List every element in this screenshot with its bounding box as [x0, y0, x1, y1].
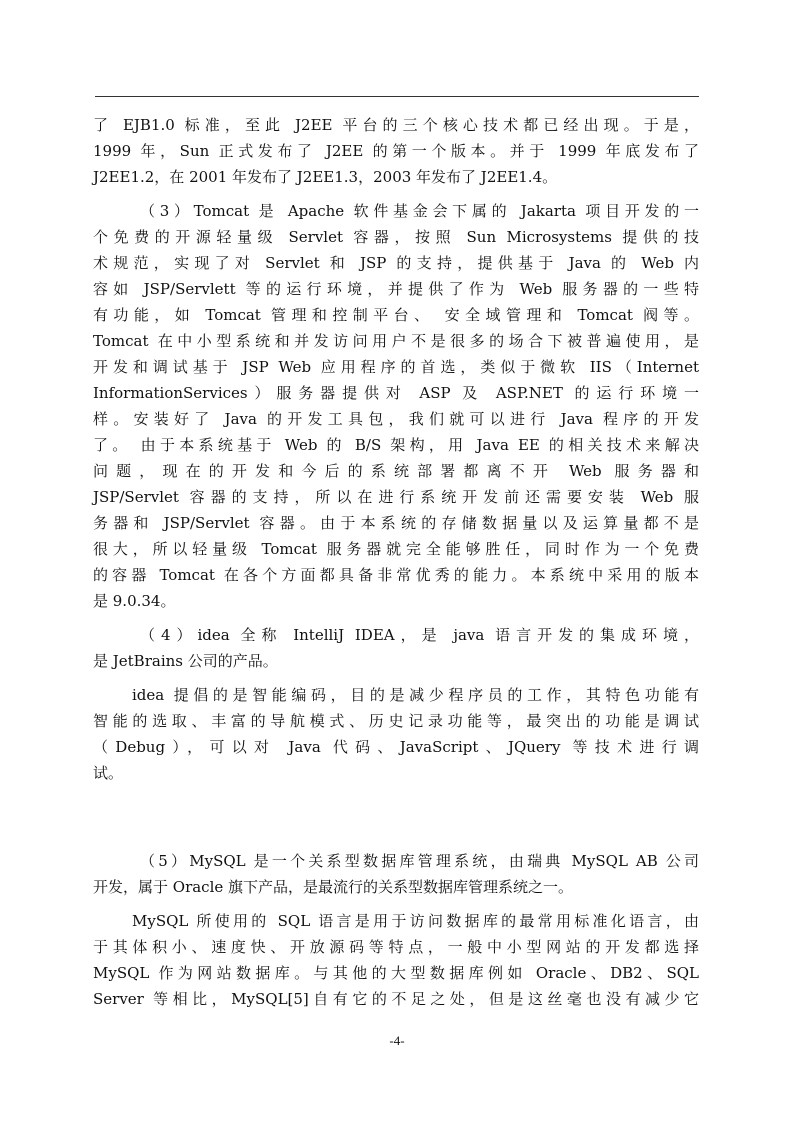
paragraph-mysql-sql [93, 908, 699, 1012]
text-line: MySQL 作为网站数据库。与其他的大型数据库例如 Oracle、DB2、SQL [93, 964, 699, 982]
text-line: 是 JetBrains 公司的产品。 [93, 652, 278, 670]
text-line: J2EE1.2，在 2001 年发布了 J2EE1.3，2003 年发布了 J2EE1.4。 [93, 168, 558, 186]
text-line: Server 等相比，MySQL[5]自有它的不足之处，但是这丝毫也没有减少它 [93, 990, 699, 1008]
text-line: 1999 年，Sun 正式发布了 J2EE 的第一个版本。并于 1999 年底发布了 [93, 142, 699, 160]
page-number: -4- [389, 1033, 405, 1048]
text-line: 容如 JSP/Servlett 等的运行环境，并提供了作为 Web 服务器的一些特 [93, 280, 699, 298]
paragraph-j2ee-history [93, 112, 699, 190]
text-line: idea 提倡的是智能编码，目的是减少程序员的工作，其特色功能有 [132, 686, 699, 704]
text-line: 了 EJB1.0 标准，至此 J2EE 平台的三个核心技术都已经出现。于是， [93, 116, 699, 134]
paragraph-mysql [93, 848, 699, 900]
text-line: 术规范，实现了对 Servlet 和 JSP 的支持，提供基于 Java 的 Web 内 [93, 254, 699, 272]
text-line: 于其体积小、速度快、开放源码等特点，一般中小型网站的开发都选择 [93, 938, 699, 956]
text-line: 开发和调试基于 JSP Web 应用程序的首选，类似于微软 IIS（Internet [93, 358, 699, 376]
text-line: 个免费的开源轻量级 Servlet 容器，按照 Sun Microsystems 提供的技 [93, 228, 699, 246]
text-line: InformationServices）服务器提供对 ASP 及 ASP.NET 的运行环境一 [93, 384, 699, 402]
text-line: （3）Tomcat 是 Apache 软件基金会下属的 Jakarta 项目开发的一 [140, 202, 699, 220]
paragraph-idea [93, 622, 699, 674]
text-line: Tomcat 在中小型系统和并发访问用户不是很多的场合下被普遍使用，是 [93, 332, 699, 350]
text-line: 很大，所以轻量级 Tomcat 服务器就完全能够胜任，同时作为一个免费 [93, 540, 699, 558]
paragraph-tomcat [93, 198, 699, 614]
text-line: MySQL 所使用的 SQL 语言是用于访问数据库的最常用标准化语言，由 [132, 912, 699, 930]
text-line: JSP/Servlet 容器的支持，所以在进行系统开发前还需要安装 Web 服 [93, 488, 699, 506]
text-line: 样。安装好了 Java 的开发工具包，我们就可以进行 Java 程序的开发 [93, 410, 699, 428]
text-line: 开发，属于 Oracle 旗下产品，是最流行的关系型数据库管理系统之一。 [93, 878, 574, 896]
text-line: 试。 [93, 764, 124, 782]
text-line: 智能的选取、丰富的导航模式、历史记录功能等，最突出的功能是调试 [93, 712, 699, 730]
header-rule [95, 96, 699, 97]
text-line: 了。 由于本系统基于 Web 的 B/S 架构，用 Java EE 的相关技术来解决 [93, 436, 699, 454]
text-line: 务器和 JSP/Servlet 容器。由于本系统的存储数据量以及运算量都不是 [93, 514, 699, 532]
text-line: 有功能，如 Tomcat 管理和控制平台、 安全域管理和 Tomcat 阀等。 [93, 306, 699, 324]
text-line: （Debug），可以对 Java 代码、JavaScript、JQuery 等技术进行调 [93, 738, 699, 756]
text-line: 是 9.0.34。 [93, 592, 176, 610]
section-gap [93, 794, 699, 848]
paragraph-idea-features [93, 682, 699, 786]
text-line: （5）MySQL 是一个关系型数据库管理系统，由瑞典 MySQL AB 公司 [140, 852, 699, 870]
document-body [93, 112, 699, 1020]
text-line: 的容器 Tomcat 在各个方面都具备非常优秀的能力。本系统中采用的版本 [93, 566, 699, 584]
text-line: 问题，现在的开发和今后的系统部署都离不开 Web 服务器和 [93, 462, 699, 480]
text-line: （4）idea 全称 IntelliJ IDEA，是 java 语言开发的集成环境， [140, 626, 699, 644]
